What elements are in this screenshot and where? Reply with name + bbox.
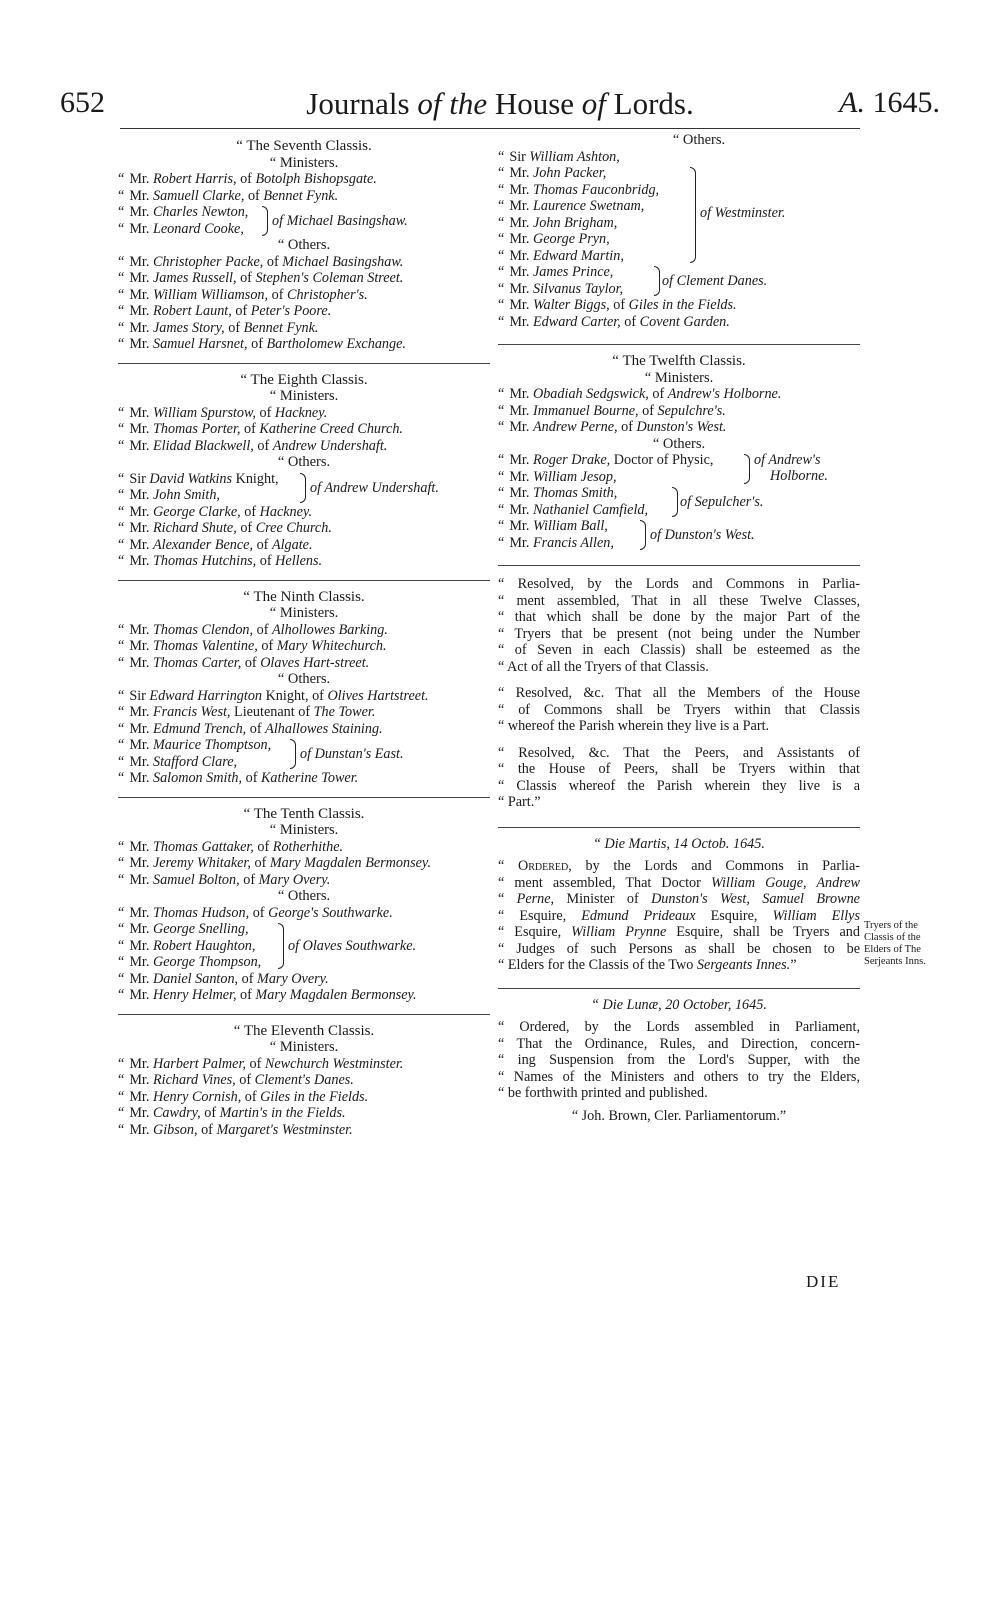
subheading: “ Others.: [672, 132, 726, 148]
list-item: “ Mr. Francis West, Lieutenant of The Tower.: [118, 704, 376, 720]
list-item: “ Sir David Watkins Knight,: [118, 470, 279, 487]
list-item: “ Mr. Andrew Perne, of Dunston's West.: [498, 419, 727, 435]
group-place: of Michael Basingshaw.: [272, 213, 408, 229]
section-rule: [498, 827, 860, 828]
order-date: “ Die Martis, 14 Octob. 1645.: [593, 835, 765, 852]
list-item: “ Mr. John Packer,: [498, 165, 607, 181]
running-title: Journals of the House of Lords.: [306, 86, 694, 121]
section-rule: [498, 988, 860, 989]
list-item: “ Mr. Roger Drake, Doctor of Physic,: [498, 452, 714, 468]
list-item: “ Mr. Jeremy Whitaker, of Mary Magdalen Bermonsey.: [118, 855, 431, 871]
clerk-signature: “ Joh. Brown, Cler. Parliamentorum.”: [571, 1107, 787, 1124]
group-place: of Dunstan's East.: [300, 746, 404, 762]
bracketed-group: [498, 165, 860, 264]
bracketed-group: [118, 921, 490, 971]
section-title: “ The Ninth Classis.: [243, 588, 365, 605]
list-item: “ Mr. John Brigham,: [498, 214, 618, 231]
bracketed-group: [118, 204, 490, 237]
bracketed-group: [498, 518, 860, 551]
group-place: of Andrew Undershaft.: [310, 479, 439, 496]
list-item: “ Mr. Thomas Valentine, of Mary Whitechurch.: [118, 638, 387, 654]
list-item: “ Mr. Obadiah Sedgswick, of Andrew's Holborne.: [498, 386, 782, 402]
list-item: “ Mr. Thomas Carter, of Olaves Hart-street.: [118, 654, 370, 671]
subheading: “ Ministers.: [269, 388, 339, 404]
bracketed-group: [498, 485, 860, 518]
section-rule: [118, 363, 490, 364]
bracketed-group: [498, 264, 860, 297]
list-item: “ Mr. Richard Vines, of Clement's Danes.: [118, 1072, 354, 1088]
list-item: “ Mr. Thomas Smith,: [498, 485, 618, 501]
order-1: “ Ordered, by the Lords and Commons in Parlia- “ ment assembled, That Doctor William Gouge, Andrew “ Perne, Minister of Dunston's West, Samuel Browne “ Esquire, Edmund Prideaux Esquire, William Ellys “ Esquire, William Prynne Esquire, shall be Tryers and “ Judges of such Persons as shall be chosen to be “ Elders for the Classis of the Two Sergeants Innes.”: [498, 858, 860, 973]
list-item: “ Mr. Nathaniel Camfield,: [498, 501, 649, 518]
list-item: “ Mr. James Story, of Bennet Fynk.: [118, 319, 319, 336]
list-item: “ Mr. Thomas Hutchins, of Hellens.: [118, 553, 323, 569]
subheading: “ Ministers.: [269, 822, 339, 838]
group-place: of Olaves Southwarke.: [288, 938, 417, 954]
subheading: “ Ministers.: [644, 369, 714, 386]
subheading: “ Others.: [277, 237, 331, 253]
subheading: “ Others.: [277, 454, 331, 470]
list-item: “ Mr. Henry Cornish, of Giles in the Fields.: [118, 1088, 369, 1105]
list-item: “ Mr. Gibson, of Margaret's Westminster.: [118, 1121, 353, 1138]
header-rule: [120, 128, 860, 129]
list-item: “ Mr. Thomas Porter, of Katherine Creed Church.: [118, 421, 403, 437]
resolution-1: “ Resolved, by the Lords and Commons in Parlia- “ ment assembled, That in all these Twelve Classes, “ that which shall be done by the major Part of the “ Tryers that be present (not being under the Number “ of Seven in each Classis) shall be esteemed as the “ Act of all the Tryers of that Classis.: [498, 576, 860, 675]
subheading: “ Ministers.: [269, 1039, 339, 1055]
list-item: “ Mr. Henry Helmer, of Mary Magdalen Bermonsey.: [118, 987, 417, 1003]
list-item: “ Mr. Robert Launt, of Peter's Poore.: [118, 303, 332, 319]
list-item: “ Mr. Thomas Hudson, of George's Southwarke.: [118, 904, 393, 921]
list-item: “ Mr. Edward Carter, of Covent Garden.: [498, 313, 730, 330]
list-item: “ Mr. George Thompson,: [118, 954, 262, 970]
group-place: Holborne.: [770, 468, 828, 484]
section-title: “ The Eleventh Classis.: [233, 1022, 375, 1039]
list-item: “ Mr. William Ball,: [498, 518, 608, 534]
section-rule: [118, 580, 490, 581]
group-place: of Clement Danes.: [662, 273, 768, 289]
list-item: “ Mr. Edward Martin,: [498, 247, 624, 264]
section-title: “ The Seventh Classis.: [236, 138, 372, 154]
list-item: “ Mr. Harbert Palmer, of Newchurch Westminster.: [118, 1055, 404, 1072]
list-item: “ Mr. Samuell Clarke, of Bennet Fynk.: [118, 187, 339, 204]
left-column: [118, 132, 490, 1138]
list-item: “ Mr. George Clarke, of Hackney.: [118, 503, 313, 520]
list-item: “ Mr. Leonard Cooke,: [118, 220, 244, 237]
section-title: “ The Twelfth Classis.: [612, 353, 746, 369]
list-item: “ Mr. Robert Haughton,: [118, 937, 256, 954]
list-item: “ Mr. Thomas Clendon, of Alhollowes Barking.: [118, 621, 388, 638]
list-item: “ Mr. Thomas Gattaker, of Rotherhithe.: [118, 838, 344, 855]
list-item: “ Mr. George Pryn,: [498, 231, 610, 247]
subheading: “ Ministers.: [269, 154, 339, 171]
list-item: “ Mr. Elidad Blackwell, of Andrew Undershaft.: [118, 437, 388, 454]
list-item: “ Mr. Christopher Packe, of Michael Basingshaw.: [118, 253, 404, 270]
list-item: “ Mr. William Williamson, of Christopher's.: [118, 286, 368, 303]
section-title: “ The Tenth Classis.: [243, 805, 365, 822]
subheading: “ Others.: [277, 671, 331, 687]
list-item: “ Mr. Francis Allen,: [498, 534, 614, 551]
group-place: of Andrew's: [754, 452, 821, 468]
section-rule: [498, 565, 860, 566]
subheading: “ Others.: [652, 435, 706, 452]
group-place: of Westminster.: [700, 205, 786, 221]
list-item: “ Mr. Robert Harris, of Botolph Bishopsgate.: [118, 171, 377, 187]
list-item: “ Mr. William Spurstow, of Hackney.: [118, 404, 328, 421]
list-item: “ Mr. Alexander Bence, of Algate.: [118, 536, 313, 553]
list-item: “ Mr. Daniel Santon, of Mary Overy.: [118, 970, 329, 987]
list-item: “ Mr. William Jesop,: [498, 468, 617, 485]
order-2: “ Ordered, by the Lords assembled in Parliament, “ That the Ordinance, Rules, and Direction, concern- “ ing Suspension from the Lord's Supper, with the “ Names of the Ministers and others to try the Elders, “ be forthwith printed and published.: [498, 1019, 860, 1101]
running-year: A. 1645.: [839, 86, 940, 119]
order-date: “ Die Lunæ, 20 October, 1645.: [591, 996, 767, 1013]
list-item: “ Mr. Richard Shute, of Cree Church.: [118, 520, 332, 536]
section-rule: [118, 1014, 490, 1015]
list-item: “ Mr. Cawdry, of Martin's in the Fields.: [118, 1105, 346, 1121]
running-header: [60, 80, 940, 130]
list-item: “ Mr. Samuel Bolton, of Mary Overy.: [118, 871, 331, 888]
right-column: [498, 132, 860, 1124]
list-item: “ Mr. James Prince,: [498, 264, 614, 280]
list-item: “ Sir William Ashton,: [498, 148, 620, 165]
bracketed-group: [118, 737, 490, 770]
list-item: “ Mr. Stafford Clare,: [118, 753, 238, 770]
list-item: “ Mr. Walter Biggs, of Giles in the Fields.: [498, 297, 737, 313]
section-rule: [118, 797, 490, 798]
list-item: “ Sir Edward Harrington Knight, of Olives Hartstreet.: [118, 687, 429, 704]
list-item: “ Mr. Laurence Swetnam,: [498, 198, 645, 214]
group-place: of Dunston's West.: [650, 527, 755, 543]
list-item: “ Mr. Silvanus Taylor,: [498, 280, 624, 297]
resolution-2: “ Resolved, &c. That all the Members of the House “ of Commons shall be Tryers within that Classis “ whereof the Parish wherein they live is a Part.: [498, 685, 860, 734]
resolution-3: “ Resolved, &c. That the Peers, and Assistants of “ the House of Peers, shall be Tryers within that “ Classis whereof the Parish wherein they live is a “ Part.”: [498, 744, 860, 810]
section-title: “ The Eighth Classis.: [240, 371, 368, 388]
section-rule: [498, 344, 860, 345]
subheading: “ Others.: [277, 888, 331, 904]
bracketed-group: [498, 452, 860, 485]
list-item: “ Mr. Edmund Trench, of Alhallowes Staining.: [118, 720, 383, 737]
subheading: “ Ministers.: [269, 605, 339, 621]
list-item: “ Mr. Thomas Fauconbridg,: [498, 181, 660, 198]
list-item: “ Mr. Salomon Smith, of Katherine Tower.: [118, 770, 359, 786]
list-item: “ Mr. Charles Newton,: [118, 204, 249, 220]
list-item: “ Mr. John Smith,: [118, 487, 220, 503]
list-item: “ Mr. Maurice Thomptson,: [118, 737, 272, 753]
list-item: “ Mr. Immanuel Bourne, of Sepulchre's.: [498, 402, 726, 419]
list-item: “ Mr. James Russell, of Stephen's Coleman Street.: [118, 270, 404, 286]
margin-note: Tryers of the Classis of the Elders of The Serjeants Inns.: [864, 920, 926, 967]
list-item: “ Mr. George Snelling,: [118, 921, 249, 937]
list-item: “ Mr. Samuel Harsnet, of Bartholomew Exchange.: [118, 336, 406, 352]
catchword: DIE: [806, 1272, 841, 1291]
page-number: 652: [60, 86, 105, 119]
bracketed-group: [118, 471, 490, 504]
group-place: of Sepulcher's.: [680, 494, 764, 510]
